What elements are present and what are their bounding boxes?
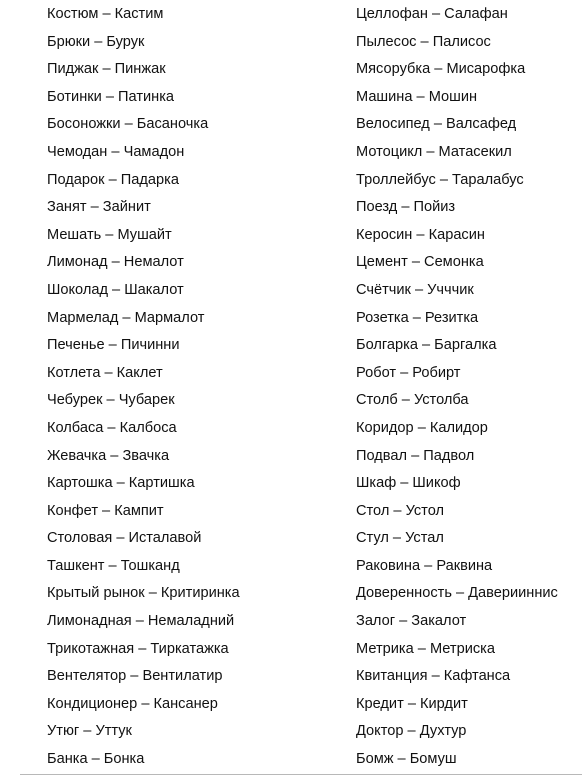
word-pair-item: Лимонад – Немалот xyxy=(47,254,184,271)
word-pair-item: Ташкент – Тошканд xyxy=(47,557,180,574)
word-pair-item: Костюм – Кастим xyxy=(47,6,164,22)
word-pair-item: Стол – Устол xyxy=(356,502,445,519)
word-pair-item: Брюки – Бурук xyxy=(47,33,145,50)
word-pair-item: Занят – Зайнит xyxy=(47,199,151,216)
word-pair-item: Пиджак – Пинжак xyxy=(47,61,166,78)
word-pair-item: Пылесос – Палисос xyxy=(356,33,491,50)
word-pair-item: Шкаф – Шикоф xyxy=(356,475,461,492)
word-pair-item: Болгарка – Баргалка xyxy=(356,337,497,354)
word-pair-item: Цемент – Семонка xyxy=(356,254,484,271)
word-pair-item: Банка – Бонка xyxy=(47,751,145,768)
word-pair-item: Бомж – Бомуш xyxy=(356,751,457,768)
word-pair-item: Раковина – Раквина xyxy=(356,557,493,574)
word-pair-item: Поезд – Пойиз xyxy=(356,199,456,216)
word-pair-item: Коридор – Калидор xyxy=(356,419,488,436)
word-pair-item: Утюг – Уттук xyxy=(47,723,132,740)
word-pair-item: Мясорубка – Мисарофка xyxy=(356,61,526,78)
word-pair-item: Столб – Устолба xyxy=(356,392,469,409)
word-pair-item: Керосин – Карасин xyxy=(356,226,485,243)
word-pair-item: Ботинки – Патинка xyxy=(47,88,175,105)
word-pair-item: Картошка – Картишка xyxy=(47,475,195,492)
word-pair-item: Стул – Устал xyxy=(356,530,444,547)
word-pair-item: Кредит – Кирдит xyxy=(356,695,468,712)
word-pair-item: Лимонадная – Немаладний xyxy=(47,613,235,630)
word-pair-item: Вентелятор – Вентилатир xyxy=(47,668,223,685)
word-pair-item: Мотоцикл – Матасекил xyxy=(356,143,512,160)
word-pair-item: Велосипед – Валсафед xyxy=(356,116,517,133)
word-pair-item: Подвал – Падвол xyxy=(356,447,475,464)
word-pair-item: Печенье – Пичинни xyxy=(47,337,180,354)
word-pair-item: Троллейбус – Таралабус xyxy=(356,171,524,188)
word-pair-item: Метрика – Метриска xyxy=(356,640,495,657)
word-pair-item: Доктор – Духтур xyxy=(356,723,467,740)
word-pair-item: Шоколад – Шакалот xyxy=(47,281,184,298)
word-pair-item: Чемодан – Чамадон xyxy=(47,143,185,160)
word-pair-item: Подарок – Падарка xyxy=(47,171,179,188)
word-pair-item: Машина – Мошин xyxy=(356,88,478,105)
word-pair-item: Крытый рынок – Критиринка xyxy=(47,585,240,602)
word-pair-item: Жевачка – Звачка xyxy=(47,447,170,464)
word-pair-item: Мешать – Мушайт xyxy=(47,226,172,243)
word-pair-item: Конфет – Кампит xyxy=(47,502,164,519)
word-pair-item: Квитанция – Кафтанса xyxy=(356,668,511,685)
word-pair-item: Колбаса – Калбоса xyxy=(47,419,177,436)
word-pair-item: Босоножки – Басаночка xyxy=(47,116,209,133)
word-pair-item: Робот – Робирт xyxy=(356,364,461,381)
word-pair-item: Счётчик – Учччик xyxy=(356,281,474,298)
right-word-column xyxy=(356,1,558,774)
word-pair-item: Мармелад – Мармалот xyxy=(47,309,205,326)
word-pair-item: Розетка – Резитка xyxy=(356,309,479,326)
word-pair-item: Чебурек – Чубарек xyxy=(47,392,175,409)
word-pair-item: Залог – Закалот xyxy=(356,613,467,630)
word-pair-item: Котлета – Каклет xyxy=(47,364,163,381)
word-pair-item: Доверенность – Даверииннис xyxy=(356,585,558,602)
word-pair-item: Трикотажная – Тиркатажка xyxy=(47,640,229,657)
word-pair-item: Кондиционер – Кансанер xyxy=(47,695,218,712)
bottom-divider xyxy=(20,774,582,775)
left-word-column xyxy=(47,1,240,774)
word-pair-item: Столовая – Исталавой xyxy=(47,530,202,547)
word-pair-item: Целлофан – Салафан xyxy=(356,6,508,22)
